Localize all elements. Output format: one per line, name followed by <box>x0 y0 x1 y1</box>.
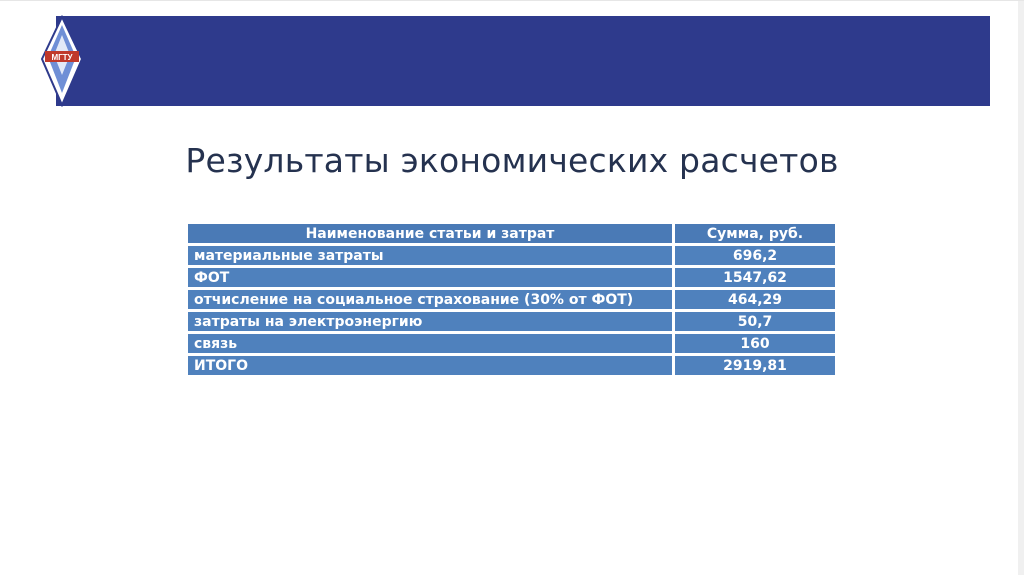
row-name: ФОТ <box>187 267 674 289</box>
row-sum: 1547,62 <box>674 267 837 289</box>
row-sum: 50,7 <box>674 311 837 333</box>
row-name: материальные затраты <box>187 245 674 267</box>
row-sum: 696,2 <box>674 245 837 267</box>
logo-text: МГТУ <box>51 53 73 62</box>
row-sum: 160 <box>674 333 837 355</box>
row-name: связь <box>187 333 674 355</box>
row-name: затраты на электроэнергию <box>187 311 674 333</box>
table-header-row <box>187 223 837 245</box>
row-name: ИТОГО <box>187 355 674 377</box>
header-band <box>56 16 990 106</box>
university-logo-icon <box>40 15 84 107</box>
table-row-total <box>187 355 837 377</box>
table-row <box>187 245 837 267</box>
table-row <box>187 311 837 333</box>
table-row <box>187 267 837 289</box>
row-name: отчисление на социальное страхование (30% от ФОТ) <box>187 289 674 311</box>
table-row <box>187 333 837 355</box>
cost-table <box>185 221 838 378</box>
slide-edge <box>1018 1 1024 575</box>
table-row <box>187 289 837 311</box>
header-cell-sum: Сумма, руб. <box>674 223 837 245</box>
row-sum: 2919,81 <box>674 355 837 377</box>
page-title: Результаты экономических расчетов <box>185 141 839 180</box>
header-cell-name: Наименование статьи и затрат <box>187 223 674 245</box>
row-sum: 464,29 <box>674 289 837 311</box>
